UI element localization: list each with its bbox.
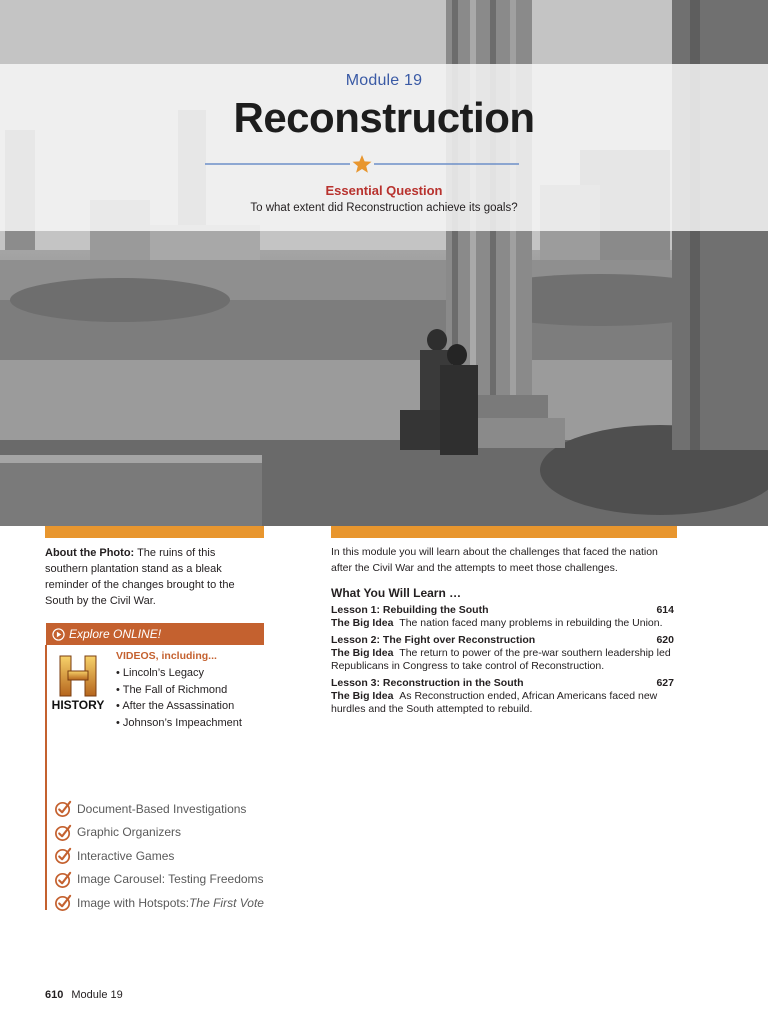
resource-label: Graphic Organizers bbox=[77, 825, 182, 840]
checkmark-icon bbox=[54, 846, 73, 865]
resource-item[interactable] bbox=[54, 868, 264, 892]
page-footer bbox=[45, 989, 123, 1001]
lesson-item[interactable] bbox=[331, 634, 674, 673]
lesson-title: Lesson 3: Reconstruction in the South bbox=[331, 677, 524, 689]
page-title: Reconstruction bbox=[233, 94, 535, 141]
explore-rule bbox=[45, 645, 47, 910]
explore-online-label: Explore ONLINE! bbox=[69, 627, 162, 641]
online-resources-list bbox=[54, 797, 264, 915]
lesson-title: Lesson 1: Rebuilding the South bbox=[331, 604, 489, 616]
resource-label-italic: The First Vote bbox=[189, 895, 264, 910]
essential-question-label: Essential Question bbox=[325, 183, 443, 198]
resource-item[interactable] bbox=[54, 844, 264, 868]
right-accent-bar bbox=[331, 526, 677, 538]
footer-module: Module 19 bbox=[71, 989, 123, 1001]
big-idea-label: The Big Idea bbox=[331, 617, 394, 629]
play-icon bbox=[52, 628, 65, 641]
resource-item[interactable] bbox=[54, 821, 264, 845]
big-idea-text: As Reconstruction ended, African Americans faced new hurdles and the South attempted to rebuild. bbox=[331, 690, 658, 715]
essential-question: To what extent did Reconstruction achieve its goals? bbox=[250, 202, 518, 214]
star-icon bbox=[353, 155, 372, 173]
resource-label: Image with Hotspots: bbox=[77, 895, 190, 910]
big-idea-text: The return to power of the pre-war southern leadership led Republicans in Congress to take control of Reconstruction. bbox=[331, 647, 671, 672]
video-item[interactable]: • After the Assassination bbox=[116, 698, 242, 715]
resource-label: Image Carousel: Testing Freedoms bbox=[77, 872, 264, 887]
checkmark-icon bbox=[54, 893, 73, 912]
big-idea-label: The Big Idea bbox=[331, 690, 394, 702]
about-photo bbox=[45, 545, 255, 609]
about-photo-label: About the Photo: bbox=[45, 547, 135, 559]
about-photo-text: The ruins of this southern plantation stand as a bleak reminder of the changes brought to the South by the Civil War. bbox=[45, 547, 235, 607]
lesson-title: Lesson 2: The Fight over Reconstruction bbox=[331, 634, 536, 646]
big-idea-text: The nation faced many problems in rebuilding the Union. bbox=[399, 617, 663, 629]
history-logo-icon bbox=[48, 654, 108, 714]
videos-title: VIDEOS, including... bbox=[116, 650, 217, 662]
big-idea-label: The Big Idea bbox=[331, 647, 394, 659]
history-logo-text: HISTORY bbox=[51, 698, 105, 712]
resource-label: Interactive Games bbox=[77, 848, 175, 863]
checkmark-icon bbox=[54, 799, 73, 818]
title-band bbox=[0, 64, 768, 231]
lesson-page: 614 bbox=[656, 604, 674, 616]
resource-item[interactable] bbox=[54, 797, 264, 821]
resource-item[interactable] bbox=[54, 891, 264, 915]
lesson-page: 627 bbox=[656, 677, 674, 689]
title-divider bbox=[205, 152, 519, 176]
checkmark-icon bbox=[54, 823, 73, 842]
module-label: Module 19 bbox=[345, 72, 423, 89]
video-item[interactable]: • Johnson’s Impeachment bbox=[116, 715, 242, 732]
lesson-item[interactable] bbox=[331, 604, 674, 630]
explore-online-bar[interactable] bbox=[46, 623, 264, 645]
what-you-will-learn-heading: What You Will Learn … bbox=[331, 586, 462, 600]
lesson-item[interactable] bbox=[331, 677, 674, 716]
lesson-page: 620 bbox=[656, 634, 674, 646]
video-item[interactable]: • The Fall of Richmond bbox=[116, 682, 242, 699]
resource-label: Document-Based Investigations bbox=[77, 801, 247, 816]
module-intro: In this module you will learn about the challenges that faced the nation after the Civil War and the attempts to meet those challenges. bbox=[331, 546, 658, 574]
checkmark-icon bbox=[54, 870, 73, 889]
video-item[interactable]: • Lincoln’s Legacy bbox=[116, 665, 242, 682]
lesson-list bbox=[331, 604, 674, 720]
page-number: 610 bbox=[45, 989, 64, 1001]
left-accent-bar bbox=[45, 526, 264, 538]
videos-list bbox=[116, 665, 242, 731]
